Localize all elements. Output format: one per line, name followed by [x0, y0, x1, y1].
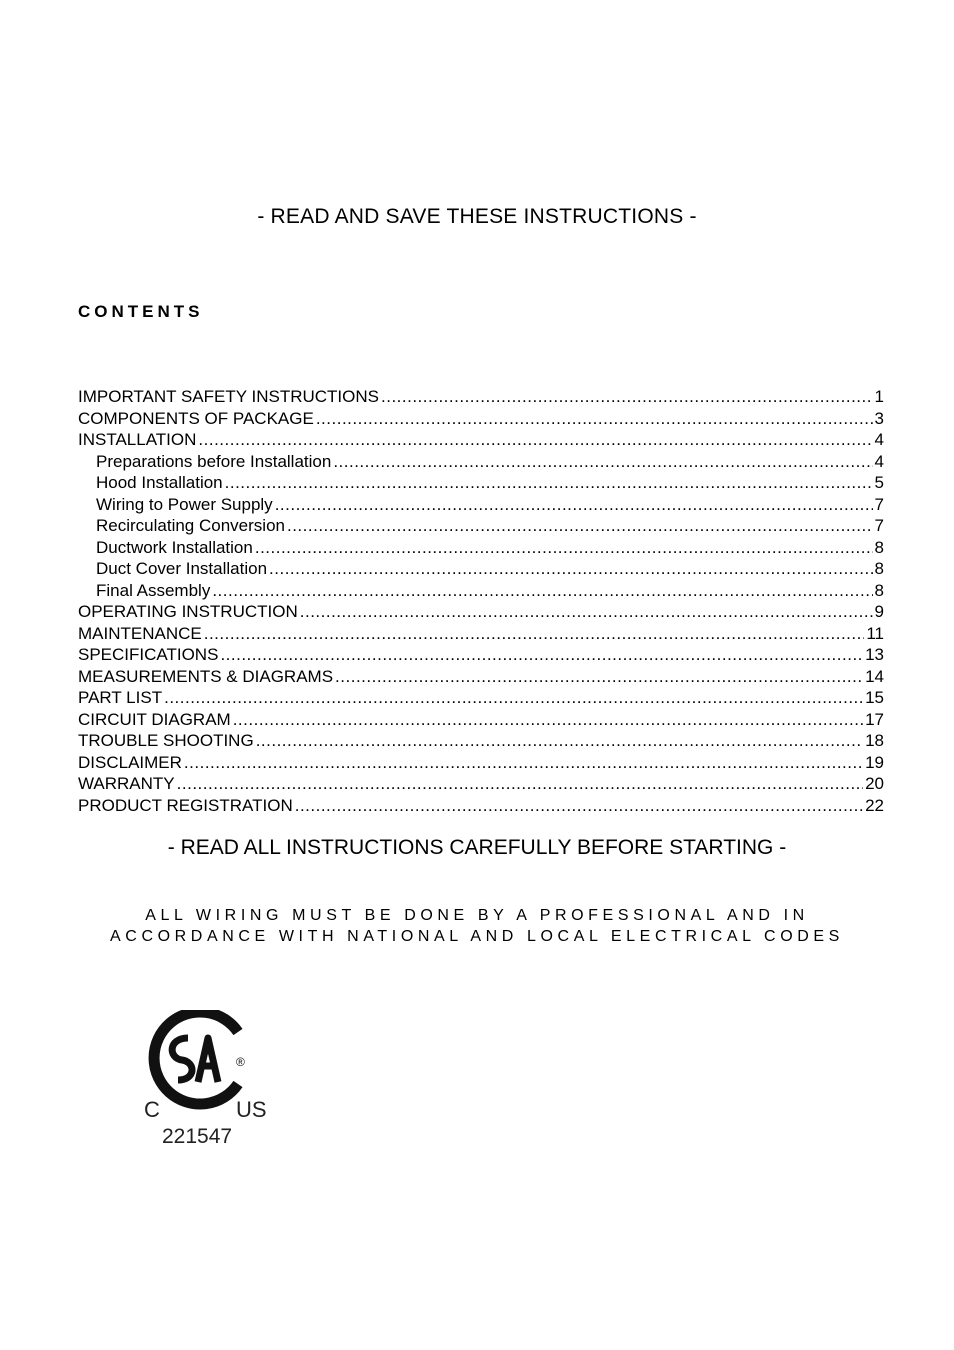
toc-entry-label: COMPONENTS OF PACKAGE: [78, 408, 314, 428]
toc-entry-label: MAINTENANCE: [78, 623, 202, 643]
toc-entry-label: TROUBLE SHOOTING: [78, 731, 254, 750]
toc-entry: [78, 472, 884, 494]
toc-entry-label: PART LIST: [78, 688, 163, 707]
read-instructions-notice: - READ ALL INSTRUCTIONS CAREFULLY BEFORE STARTING -: [167, 836, 787, 859]
toc-entry: [78, 451, 884, 473]
toc-entry: [78, 752, 884, 774]
toc-entry-page: 8: [874, 537, 884, 557]
toc-entry-page: 18: [865, 731, 884, 750]
toc-entry: [78, 515, 884, 537]
toc-entry-page: 13: [865, 645, 884, 664]
toc-entry-label: Ductwork Installation: [96, 537, 253, 557]
table-of-contents: [78, 386, 884, 816]
toc-entry-page: 4: [874, 430, 884, 449]
toc-entry-page: 9: [874, 602, 884, 621]
toc-dot-leader: [212, 580, 872, 602]
toc-entry-page: 19: [865, 752, 884, 772]
toc-dot-leader: [300, 601, 873, 623]
toc-dot-leader: [164, 687, 863, 709]
certification-number: 221547: [162, 1125, 233, 1148]
toc-entry-page: 14: [865, 666, 884, 686]
toc-dot-leader: [316, 408, 873, 430]
toc-dot-leader: [335, 666, 863, 688]
toc-dot-leader: [255, 537, 873, 559]
toc-entry-page: 1: [874, 387, 884, 406]
toc-dot-leader: [220, 644, 863, 666]
page-title: - READ AND SAVE THESE INSTRUCTIONS -: [257, 205, 697, 228]
toc-entry-page: 15: [865, 688, 884, 707]
toc-dot-leader: [204, 623, 865, 645]
toc-entry-page: 8: [874, 580, 884, 600]
toc-entry: [78, 537, 884, 559]
toc-entry-page: 4: [874, 451, 884, 471]
toc-entry-label: INSTALLATION: [78, 430, 197, 449]
toc-entry-page: 8: [874, 559, 884, 578]
toc-entry-label: WARRANTY: [78, 774, 175, 793]
toc-entry: [78, 558, 884, 580]
registered-mark: ®: [236, 1055, 245, 1069]
toc-entry: [78, 644, 884, 666]
country-left: C: [144, 1097, 160, 1122]
toc-entry-label: Preparations before Installation: [96, 451, 332, 471]
toc-entry-label: Wiring to Power Supply: [96, 494, 273, 514]
toc-entry: [78, 494, 884, 516]
toc-entry-label: MEASUREMENTS & DIAGRAMS: [78, 666, 334, 686]
toc-entry-label: DISCLAIMER: [78, 752, 182, 772]
toc-entry-page: 22: [865, 795, 884, 815]
toc-entry-page: 7: [874, 516, 884, 535]
toc-entry-page: 20: [865, 774, 884, 793]
toc-dot-leader: [287, 515, 873, 537]
toc-entry-page: 7: [874, 494, 884, 514]
toc-entry: [78, 386, 884, 408]
toc-dot-leader: [198, 429, 872, 451]
toc-entry-label: IMPORTANT SAFETY INSTRUCTIONS: [78, 387, 379, 406]
country-right: US: [236, 1097, 267, 1122]
toc-entry-page: 11: [866, 623, 884, 643]
toc-dot-leader: [381, 386, 873, 408]
toc-entry-page: 3: [874, 408, 884, 428]
toc-dot-leader: [184, 752, 863, 774]
wiring-warning: [0, 905, 954, 947]
toc-dot-leader: [177, 773, 863, 795]
toc-entry: [78, 687, 884, 709]
toc-entry-label: Recirculating Conversion: [96, 516, 285, 535]
toc-dot-leader: [275, 494, 873, 516]
toc-entry: [78, 773, 884, 795]
toc-dot-leader: [295, 795, 863, 817]
toc-dot-leader: [233, 709, 863, 731]
toc-entry-label: CIRCUIT DIAGRAM: [78, 709, 231, 729]
toc-entry-page: 17: [865, 709, 884, 729]
csa-certification-logo: [140, 1010, 280, 1150]
wiring-warning-line-1: ALL WIRING MUST BE DONE BY A PROFESSIONAL AND IN: [145, 907, 809, 924]
toc-entry-label: SPECIFICATIONS: [78, 645, 219, 664]
toc-entry: [78, 580, 884, 602]
toc-entry: [78, 709, 884, 731]
toc-entry-page: 5: [874, 473, 884, 492]
toc-entry-label: Hood Installation: [96, 473, 223, 492]
toc-dot-leader: [333, 451, 872, 473]
toc-entry: [78, 429, 884, 451]
toc-dot-leader: [269, 558, 873, 580]
toc-entry: [78, 623, 884, 645]
toc-entry-label: Duct Cover Installation: [96, 559, 268, 578]
toc-entry: [78, 666, 884, 688]
toc-entry-label: Final Assembly: [96, 580, 211, 600]
toc-entry: [78, 601, 884, 623]
wiring-warning-line-2: ACCORDANCE WITH NATIONAL AND LOCAL ELECTRICAL CODES: [110, 928, 844, 945]
toc-dot-leader: [256, 730, 863, 752]
toc-entry: [78, 795, 884, 817]
toc-entry-label: OPERATING INSTRUCTION: [78, 602, 298, 621]
toc-entry-label: PRODUCT REGISTRATION: [78, 795, 293, 815]
toc-entry: [78, 408, 884, 430]
toc-dot-leader: [225, 472, 873, 494]
contents-heading: CONTENTS: [78, 302, 204, 321]
toc-entry: [78, 730, 884, 752]
